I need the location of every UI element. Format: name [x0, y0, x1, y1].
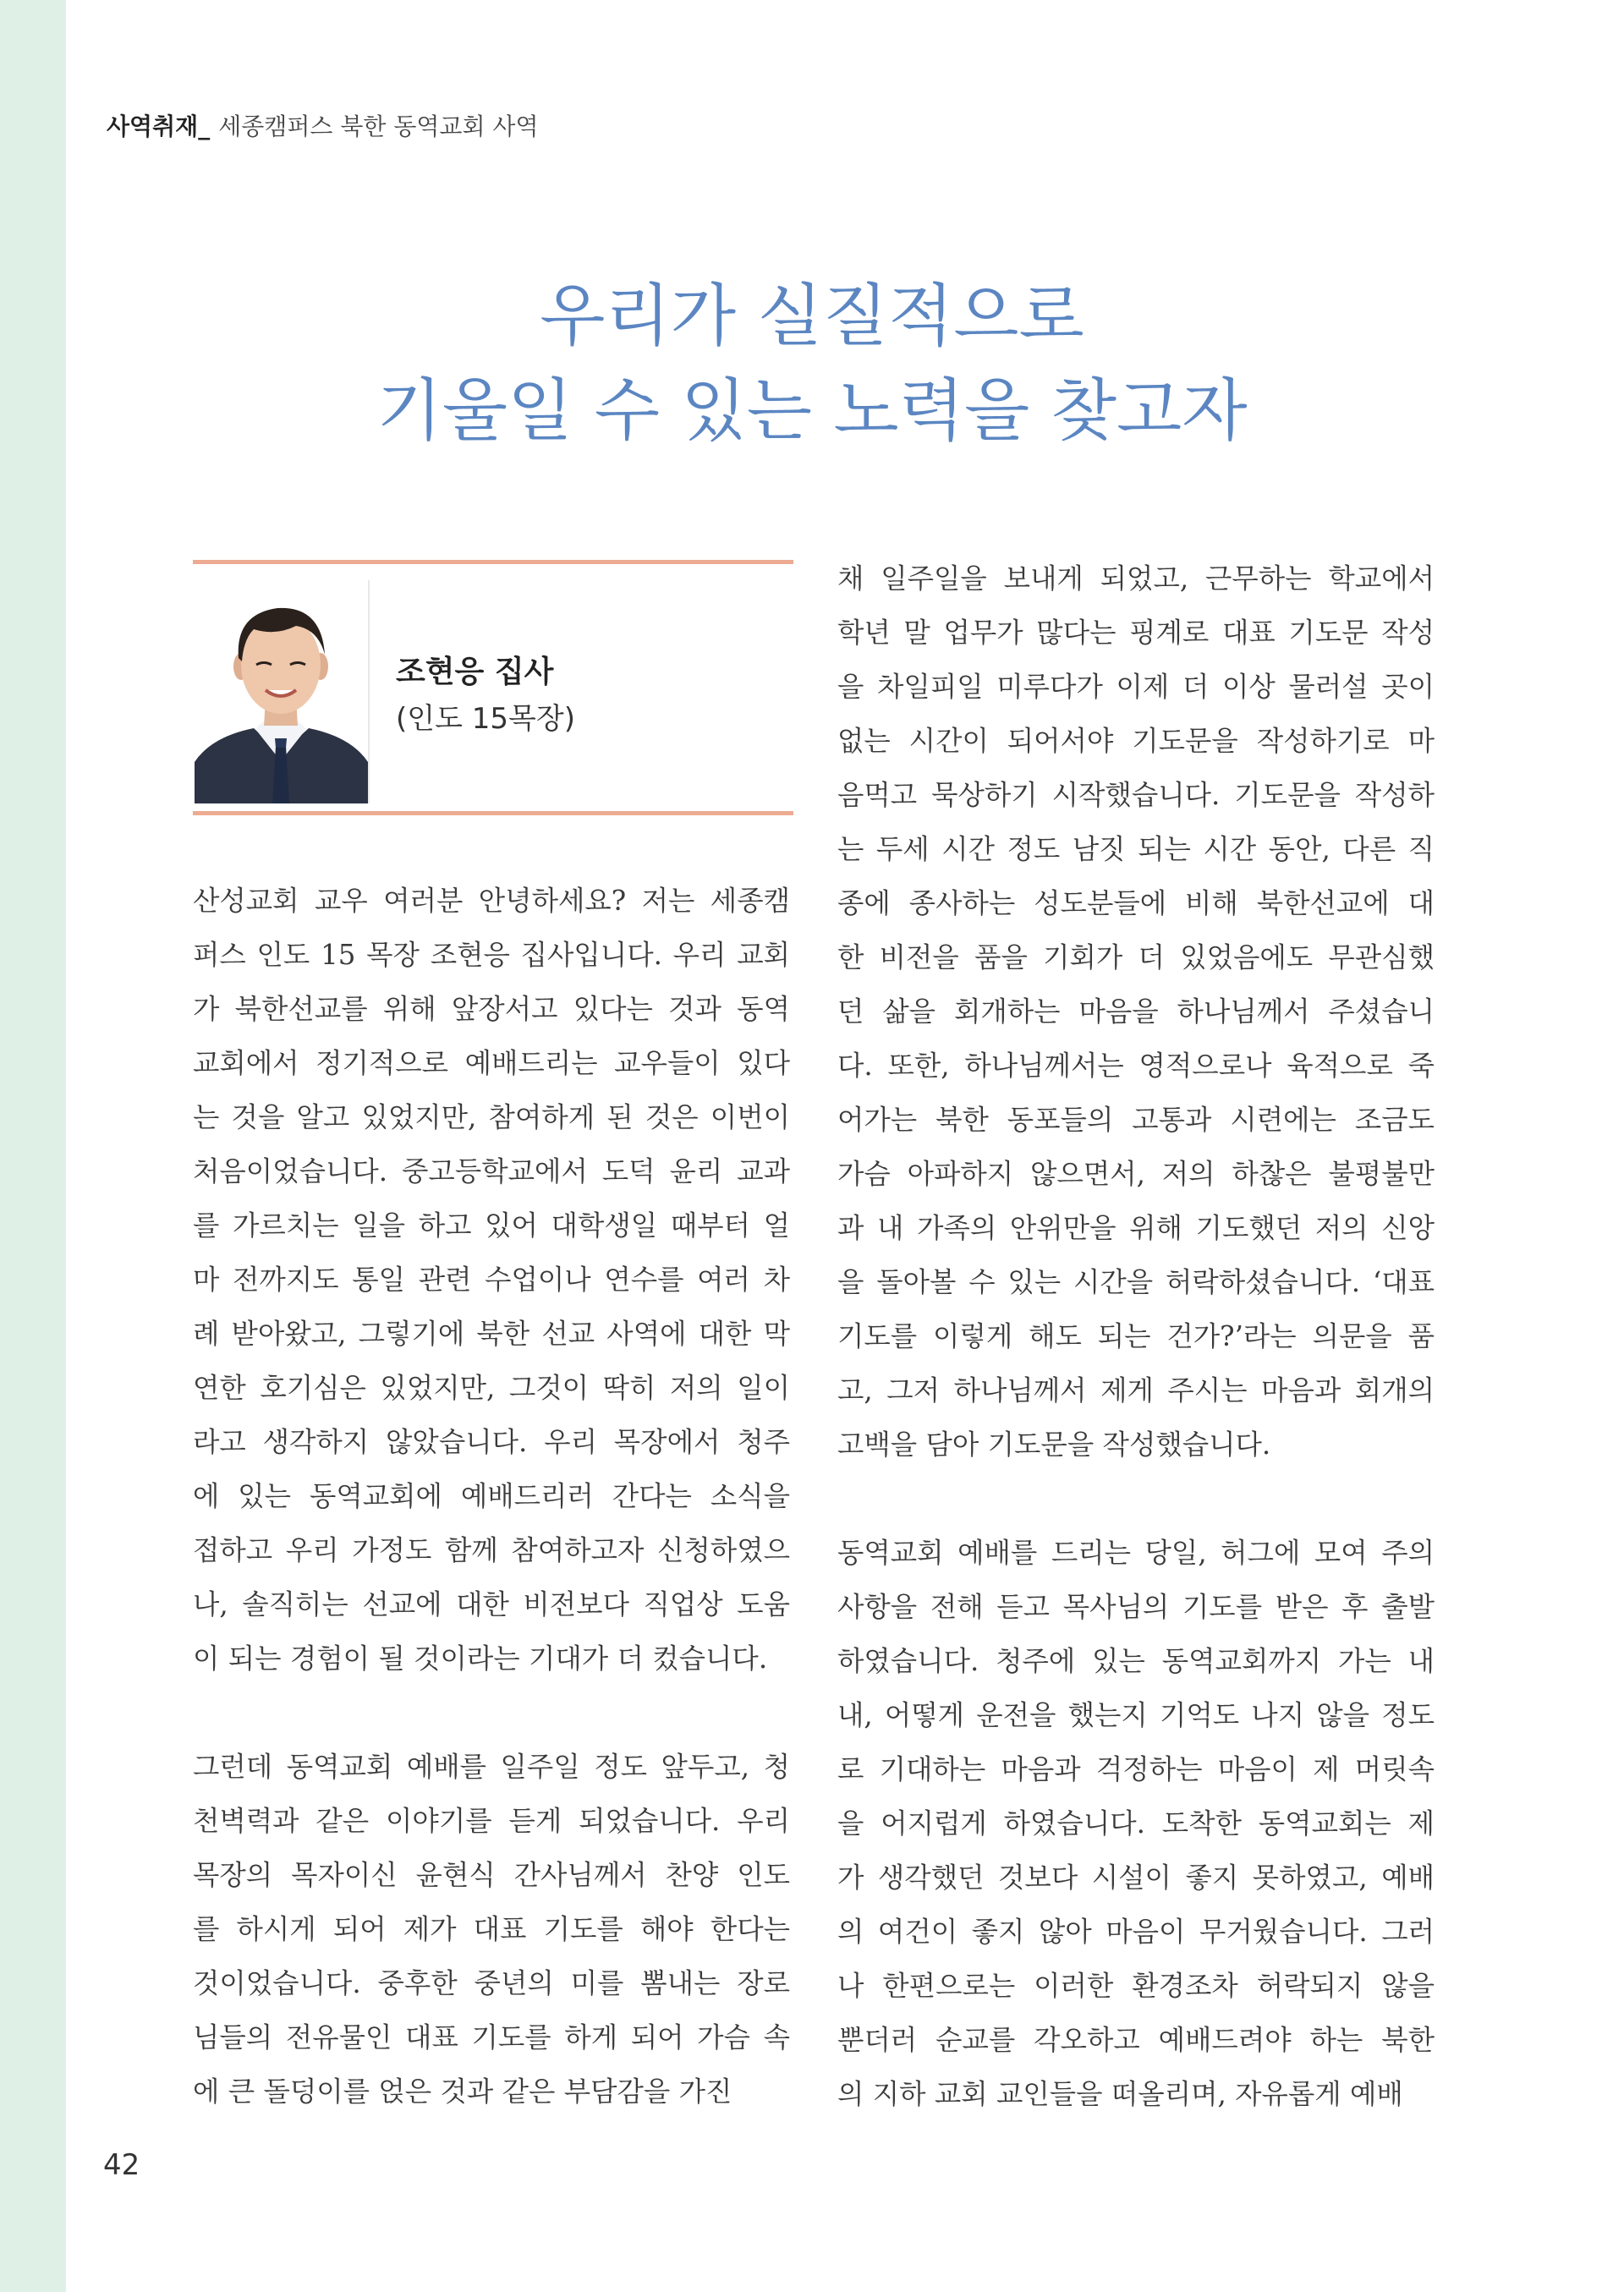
right-column-text-line: 하였습니다. 청주에 있는 동역교회까지 가는 내: [837, 1645, 1435, 1677]
right-column-text-line: 과 내 가족의 안위만을 위해 기도했던 저의 신앙: [837, 1212, 1435, 1244]
title-line-2: 기울일 수 있는 노력을 찾고자: [376, 371, 1248, 450]
left-column-text-line: 님들의 전유물인 대표 기도를 하게 되어 가슴 속: [193, 2021, 790, 2053]
author-photo: [195, 580, 370, 803]
header-topic: 세종캠퍼스 북한 동역교회 사역: [218, 112, 539, 140]
profile-top-rule: [193, 560, 793, 564]
left-column-text-line: 퍼스 인도 15 목장 조현응 집사입니다. 우리 교회: [193, 939, 790, 971]
right-column-text-line: 가슴 아파하지 않으면서, 저의 하찮은 불평불만: [837, 1158, 1435, 1190]
right-column-text-line: 고, 그저 하나님께서 제게 주시는 마음과 회개의: [837, 1374, 1435, 1406]
left-column-text-line: 에 큰 돌덩이를 얹은 것과 같은 부담감을 가진: [193, 2075, 732, 2108]
right-column-text-line: 학년 말 업무가 많다는 핑계로 대표 기도문 작성: [837, 617, 1435, 649]
body-right-column: [837, 551, 1435, 2121]
right-column-text-line: 을 어지럽게 하였습니다. 도착한 동역교회는 제: [837, 1807, 1435, 1840]
author-name: 조현응 집사: [396, 655, 554, 689]
right-column-text-line: 가 생각했던 것보다 시설이 좋지 못하였고, 예배: [837, 1862, 1435, 1894]
left-column-text-line: 를 하시게 되어 제가 대표 기도를 해야 한다는: [193, 1913, 790, 1945]
left-column-text-line: 접하고 우리 가정도 함께 참여하고자 신청하였으: [193, 1534, 790, 1566]
left-column-text-line: 목장의 목자이신 윤현식 간사님께서 찬양 인도: [193, 1859, 790, 1891]
right-column-text-line: 음먹고 묵상하기 시작했습니다. 기도문을 작성하: [837, 779, 1435, 811]
header-section: 사역취재_: [107, 112, 211, 140]
right-column-text-line: 을 차일피일 미루다가 이제 더 이상 물러설 곳이: [837, 671, 1435, 703]
right-column-paragraph-gap: [837, 1472, 1435, 1526]
left-column-text-line: 는 것을 알고 있었지만, 참여하게 된 것은 이번이: [193, 1101, 790, 1133]
running-header: [107, 108, 539, 142]
page-number: 42: [103, 2148, 140, 2182]
left-column-text-line: 나, 솔직히는 선교에 대한 비전보다 직업상 도움: [193, 1588, 790, 1620]
right-column-text-line: 는 두세 시간 정도 남짓 되는 시간 동안, 다른 직: [837, 833, 1435, 865]
side-color-band: [0, 0, 66, 2292]
right-column-text-line: 사항을 전해 듣고 목사님의 기도를 받은 후 출발: [837, 1591, 1435, 1623]
left-column-text-line: 가 북한선교를 위해 앞장서고 있다는 것과 동역: [193, 993, 790, 1025]
right-column-text-line: 한 비전을 품을 기회가 더 있었음에도 무관심했: [837, 941, 1435, 973]
right-column-text-line: 종에 종사하는 성도분들에 비해 북한선교에 대: [837, 887, 1435, 919]
article-title: [254, 269, 1370, 458]
right-column-text-line: 기도를 이렇게 해도 되는 건가?’라는 의문을 품: [837, 1320, 1435, 1352]
right-column-text-line: 동역교회 예배를 드리는 당일, 허그에 모여 주의: [837, 1537, 1435, 1569]
left-column-text-line: 를 가르치는 일을 하고 있어 대학생일 때부터 얼: [193, 1209, 790, 1242]
left-column-text-line: 이 되는 경험이 될 것이라는 기대가 더 컸습니다.: [193, 1642, 768, 1675]
left-column-text-line: 천벽력과 같은 이야기를 듣게 되었습니다. 우리: [193, 1805, 790, 1837]
right-column-text-line: 다. 또한, 하나님께서는 영적으로나 육적으로 죽: [837, 1050, 1435, 1082]
body-left-column: [193, 874, 790, 2119]
right-column-text-line: 나 한편으로는 이러한 환경조차 허락되지 않을: [837, 1970, 1435, 2002]
left-column-paragraph-gap: [193, 1686, 790, 1740]
left-column-text-line: 그런데 동역교회 예배를 일주일 정도 앞두고, 청: [193, 1751, 790, 1783]
right-column-text-line: 로 기대하는 마음과 걱정하는 마음이 제 머릿속: [837, 1753, 1435, 1785]
left-column-text-line: 산성교회 교우 여러분 안녕하세요? 저는 세종캠: [193, 885, 790, 917]
left-column-text-line: 례 받아왔고, 그렇기에 북한 선교 사역에 대한 막: [193, 1318, 790, 1350]
right-column-text-line: 뿐더러 순교를 각오하고 예배드려야 하는 북한: [837, 2024, 1435, 2056]
right-column-text-line: 고백을 담아 기도문을 작성했습니다.: [837, 1428, 1271, 1461]
left-column-text-line: 처음이었습니다. 중고등학교에서 도덕 윤리 교과: [193, 1155, 790, 1187]
left-column-text-line: 것이었습니다. 중후한 중년의 미를 뽐내는 장로: [193, 1967, 790, 1999]
right-column-text-line: 던 삶을 회개하는 마음을 하나님께서 주셨습니: [837, 995, 1435, 1028]
left-column-text-line: 라고 생각하지 않았습니다. 우리 목장에서 청주: [193, 1426, 790, 1458]
right-column-text-line: 을 돌아볼 수 있는 시간을 허락하셨습니다. ‘대표: [837, 1266, 1435, 1298]
right-column-text-line: 어가는 북한 동포들의 고통과 시련에는 조금도: [837, 1104, 1435, 1136]
right-column-text-line: 내, 어떻게 운전을 했는지 기억도 나지 않을 정도: [837, 1699, 1435, 1731]
profile-bottom-rule: [193, 811, 793, 815]
left-column-text-line: 에 있는 동역교회에 예배드리러 간다는 소식을: [193, 1480, 790, 1512]
title-line-1: 우리가 실질적으로: [540, 277, 1084, 355]
author-affiliation: (인도 15목장): [396, 702, 575, 736]
left-column-text-line: 마 전까지도 통일 관련 수업이나 연수를 여러 차: [193, 1264, 790, 1296]
right-column-text-line: 의 여건이 좋지 않아 마음이 무거웠습니다. 그러: [837, 1916, 1435, 1948]
right-column-text-line: 채 일주일을 보내게 되었고, 근무하는 학교에서: [837, 562, 1435, 595]
right-column-text-line: 없는 시간이 되어서야 기도문을 작성하기로 마: [837, 725, 1435, 757]
right-column-text-line: 의 지하 교회 교인들을 떠올리며, 자유롭게 예배: [837, 2078, 1403, 2110]
left-column-text-line: 교회에서 정기적으로 예배드리는 교우들이 있다: [193, 1047, 790, 1079]
left-column-text-line: 연한 호기심은 있었지만, 그것이 딱히 저의 일이: [193, 1372, 790, 1404]
